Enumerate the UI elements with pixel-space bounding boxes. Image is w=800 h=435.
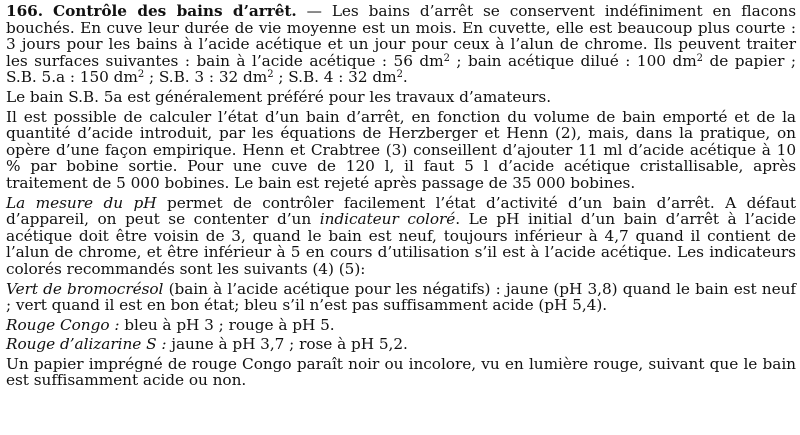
- paragraph-text: (bain à l’acide acétique pour les négatifs) : jaune (pH 3,8) quand le bain est neuf ; vert quand il est en bon état; bleu s’il n’est pas suffisamment acide (pH 5,4).: [6, 279, 796, 315]
- paragraph-text: — Les bains d’arrêt se conservent indéfiniment en flacons bouchés. En cuve leur durée de vie moyenne est un mois. En cuvette, elle est beaucoup plus courte : 3 jours pour les bains à l’acide acétique et un jour pour ceux à l’alun de chrome. Ils peuvent traiter les surfaces suivantes : bain à l’acide acétique : 56 dm: [6, 2, 797, 70]
- superscript: 2: [267, 69, 274, 81]
- paragraph-calculation: Il est possible de calculer l’état d’un bain d’arrêt, en fonction du volume de bain emporté et de la quantité d’acide introduit, par les équations de Herzberger et Henn (2), mais, dans la pratique, on opère d’une façon empirique. Henn et Crabtree (3) conseillent d’ajouter 11 ml d’acide acétique à 10 % par bobine sortie. Pour une cuve de 120 l, il faut 5 l d’acide acétique cristallisable, après traitement de 5 000 bobines. Le bain est rejeté après passage de 35 000 bobines.: [6, 107, 796, 192]
- superscript: 2: [696, 52, 703, 64]
- paragraph-text: .: [402, 68, 408, 87]
- paragraph-text: de papier ; S.B. 5.a : 150 dm: [6, 51, 796, 87]
- paragraph-text: . Le pH initial d’un bain d’arrêt à l’acide acétique doit être voisin de 3, quand le bain est neuf, toujours inférieur à 4,7 quand il contient de l’alun de chrome, et être inférieur à 5 en cours d’utilisation s’il est à l’acide acétique. Les indicateurs colorés recommandés sont les suivants (4) (5):: [6, 210, 796, 278]
- paragraph-text: ; S.B. 3 : 32 dm: [144, 68, 268, 87]
- superscript: 2: [137, 69, 145, 81]
- superscript: 2: [396, 69, 403, 81]
- section-title: Contrôle des bains d’arrêt.: [53, 2, 297, 20]
- italic-term: La mesure du pH: [6, 193, 157, 212]
- indicator-name: Vert de bromocrésol: [6, 279, 164, 298]
- paragraph-alizarin: [6, 336, 796, 353]
- paragraph-text: ; S.B. 4 : 32 dm: [273, 68, 397, 87]
- indicator-name: Rouge d’alizarine S :: [6, 335, 167, 354]
- paragraph-text: ; bain acétique dilué : 100 dm: [449, 51, 697, 70]
- superscript: 2: [443, 52, 450, 64]
- section-166-paragraph: [6, 3, 796, 86]
- paragraph-bromocresol: [6, 281, 796, 314]
- paragraph-text: bleu à pH 3 ; rouge à pH 5.: [119, 315, 335, 334]
- paragraph-congo-red: [6, 317, 796, 334]
- indicator-name: Rouge Congo :: [6, 315, 120, 334]
- italic-term: indicateur coloré: [319, 210, 456, 229]
- paragraph-text: permet de contrôler facilement l’état d’activité d’un bain d’arrêt. A défaut d’appareil, on peut se contenter d’un: [6, 193, 796, 229]
- paragraph-congo-paper: Un papier imprégné de rouge Congo paraît noir ou incolore, vu en lumière rouge, suivant que le bain est suffisamment acide ou non.: [6, 354, 796, 390]
- paragraph-ph-measure: [6, 195, 796, 278]
- section-number: 166.: [6, 2, 44, 20]
- paragraph-text: jaune à pH 3,7 ; rose à pH 5,2.: [166, 335, 408, 354]
- paragraph-sb5a: Le bain S.B. 5a est généralement préféré pour les travaux d’amateurs.: [6, 87, 552, 106]
